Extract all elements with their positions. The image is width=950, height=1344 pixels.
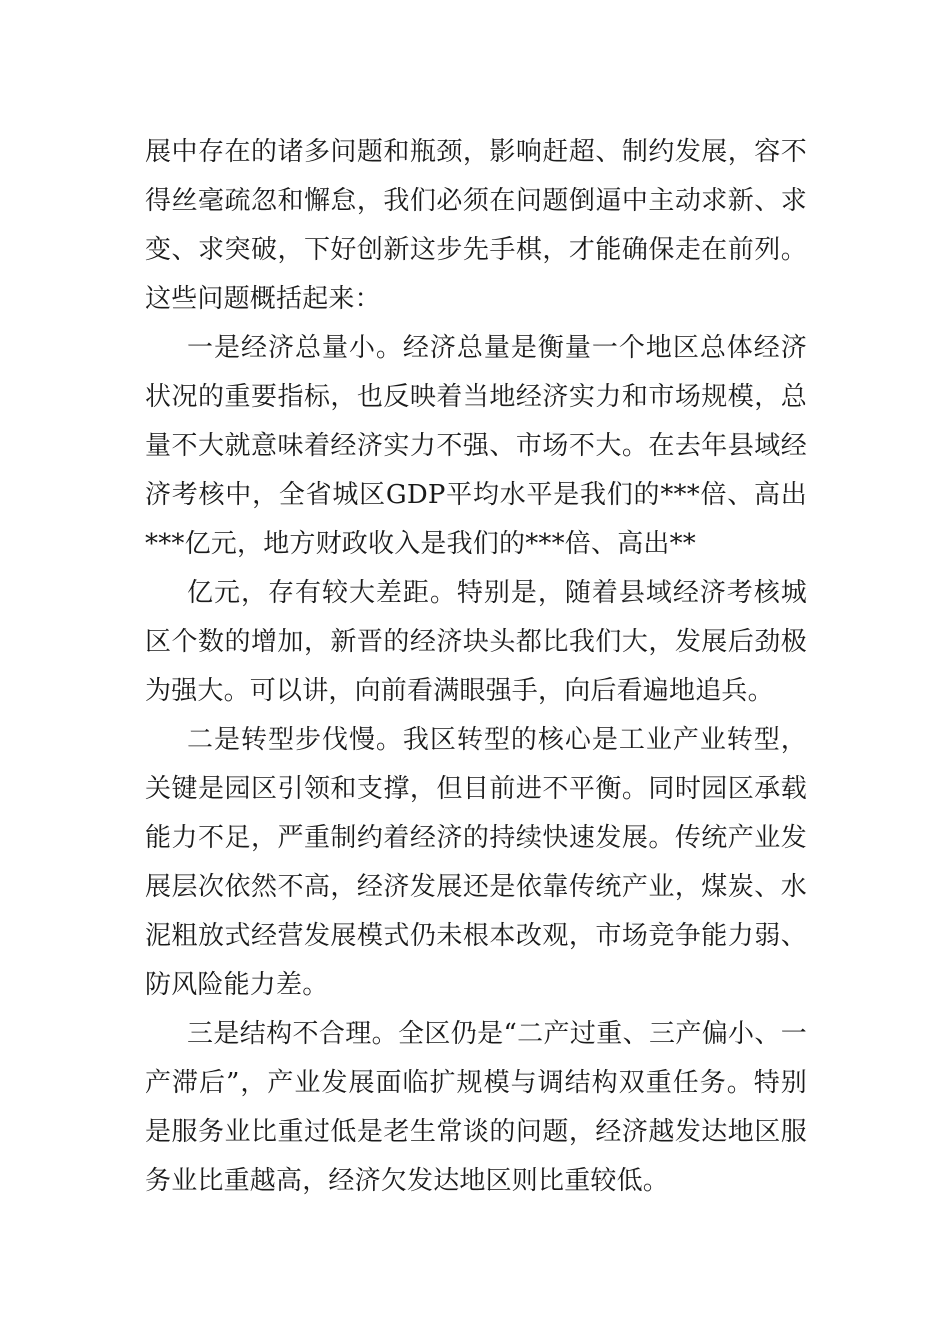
paragraph-structure: 三是结构不合理。全区仍是“二产过重、三产偏小、一产滞后”，产业发展面临扩规模与调结构双重任务。特别是服务业比重过低是老生常谈的问题，经济越发达地区服务业比重越高，经济欠发达地区则比重较低。 (145, 1019, 807, 1196)
document-body (145, 128, 807, 1206)
paragraph-gap: 亿元，存有较大差距。特别是，随着县域经济考核城区个数的增加，新晋的经济块头都比我们大，发展后劲极为强大。可以讲，向前看满眼强手，向后看遍地追兵。 (145, 578, 807, 706)
paragraph-intro: 展中存在的诸多问题和瓶颈，影响赶超、制约发展，容不得丝毫疏忽和懈怠，我们必须在问题倒逼中主动求新、求变、求突破，下好创新这步先手棋，才能确保走在前列。这些问题概括起来： (145, 137, 807, 314)
paragraph-economic-size: 一是经济总量小。经济总量是衡量一个地区总体经济状况的重要指标，也反映着当地经济实力和市场规模，总量不大就意味着经济实力不强、市场不大。在去年县域经济考核中，全省城区GDP平均水平是我们的***倍、高出***亿元，地方财政收入是我们的***倍、高出** (145, 333, 807, 559)
paragraph-transformation: 二是转型步伐慢。我区转型的核心是工业产业转型，关键是园区引领和支撑，但目前进不平衡。同时园区承载能力不足，严重制约着经济的持续快速发展。传统产业发展层次依然不高，经济发展还是依靠传统产业，煤炭、水泥粗放式经营发展模式仍未根本改观，市场竞争能力弱、防风险能力差。 (145, 725, 807, 1000)
